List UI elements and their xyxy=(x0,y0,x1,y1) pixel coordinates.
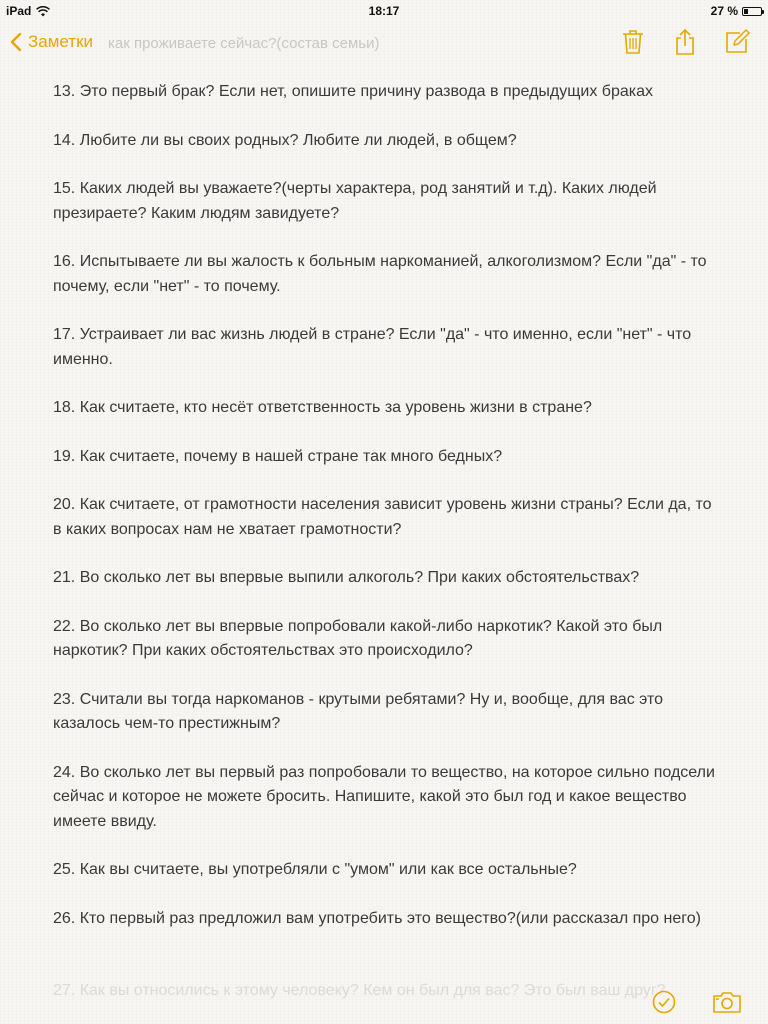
faded-bottom-line: 27. Как вы относились к этому человеку? Кем он был для вас? Это был ваш друг? xyxy=(53,982,666,999)
question-paragraph: 17. Устраивает ли вас жизнь людей в стране? Если "да" - что именно, если "нет" - что именно. xyxy=(53,326,692,368)
question-paragraph: 26. Кто первый раз предложил вам употребить это вещество?(или рассказал про него) xyxy=(53,909,701,927)
back-button[interactable] xyxy=(10,32,93,52)
question-paragraph: 21. Во сколько лет вы впервые выпили алкоголь? При каких обстоятельствах? xyxy=(53,569,640,586)
question-paragraph: 24. Во сколько лет вы первый раз попробовали то вещество, на которое сильно подсели сейчас и которое не можете бросить. Напишите, какой это был год и какое вещество имеете ввиду. xyxy=(53,763,715,830)
question-paragraph: 16. Испытываете ли вы жалость к больным наркоманией, алкоголизмом? Если "да" - то почему, если "нет" - то почему. xyxy=(53,253,707,295)
question-paragraph: 20. Как считаете, от грамотности населения зависит уровень жизни страны? Если да, то в каких вопросах нам не хватает грамотности? xyxy=(53,496,712,538)
back-label: Заметки xyxy=(28,32,94,51)
question-paragraph: 18. Как считаете, кто несёт ответственность за уровень жизни в стране? xyxy=(53,399,592,416)
compose-icon xyxy=(724,29,750,55)
question-paragraph: 15. Каких людей вы уважаете?(черты характера, род занятий и т.д). Каких людей презираете? Каким людям завидуете? xyxy=(53,180,657,222)
checklist-button[interactable] xyxy=(652,990,676,1014)
navigation-bar xyxy=(0,24,768,64)
battery-percent: 27 % xyxy=(710,4,738,18)
question-paragraph: 23. Считали вы тогда наркоманов - крутыми ребятами? Ну и, вообще, для вас это казалось чем-то престижным? xyxy=(53,690,663,732)
question-paragraph: 19. Как считаете, почему в нашей стране так много бедных? xyxy=(53,447,503,465)
battery-level-fill xyxy=(744,9,748,14)
note-body[interactable] xyxy=(53,80,721,955)
camera-icon xyxy=(712,990,742,1014)
clock: 18:17 xyxy=(368,4,400,18)
checkmark-circle-icon xyxy=(652,990,676,1014)
scrolled-text-behind-nav: как проживаете сейчас?(состав семьи) xyxy=(108,35,380,52)
share-button[interactable] xyxy=(672,28,698,56)
device-name: iPad xyxy=(6,4,32,18)
camera-button[interactable] xyxy=(712,990,742,1014)
trash-button[interactable] xyxy=(620,28,646,56)
share-icon xyxy=(674,28,696,56)
chevron-left-icon xyxy=(10,32,22,52)
question-paragraph: 13. Это первый брак? Если нет, опишите причину развода в предыдущих браках xyxy=(53,83,653,100)
trash-icon xyxy=(622,29,644,55)
status-bar xyxy=(0,0,768,20)
question-paragraph: 25. Как вы считаете, вы употребляли с "умом" или как все остальные? xyxy=(53,861,577,878)
battery-icon xyxy=(742,7,762,16)
question-paragraph: 22. Во сколько лет вы впервые попробовали какой-либо наркотик? Какой это был наркотик? При каких обстоятельствах это происходило? xyxy=(53,617,663,659)
compose-button[interactable] xyxy=(724,28,750,56)
question-paragraph: 14. Любите ли вы своих родных? Любите ли людей, в общем? xyxy=(53,131,517,149)
